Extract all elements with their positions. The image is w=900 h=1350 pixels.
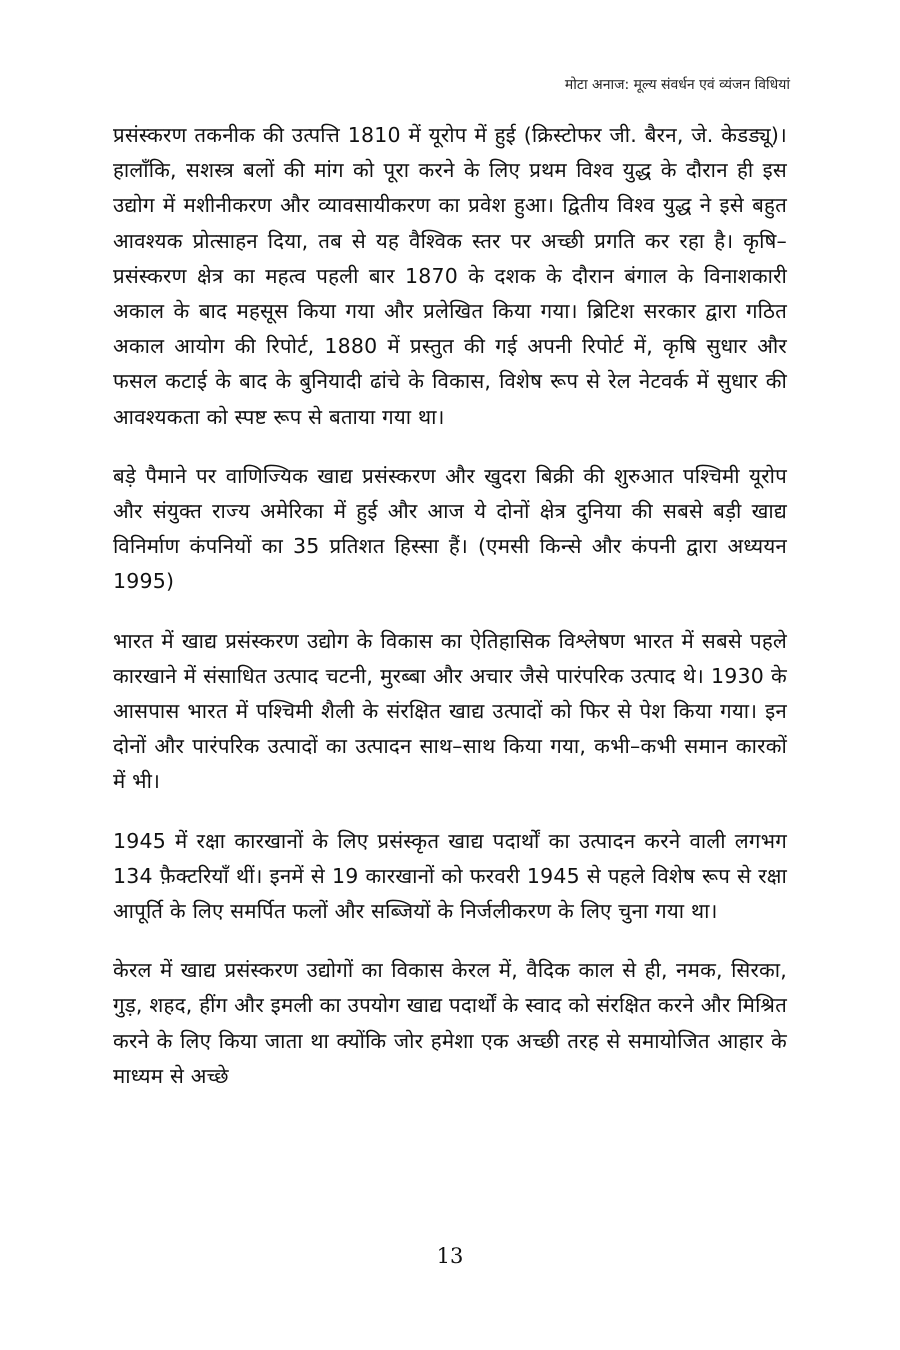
page-number: 13 xyxy=(436,1244,464,1268)
paragraph-kerala-development: केरल में खाद्य प्रसंस्करण उद्योगों का विकास केरल में, वैदिक काल से ही, नमक, सिरका, गुड़, शहद, हींग और इमली का उपयोग खाद्य पदार्थों के स्वाद को संरक्षित करने और मिश्रित करने के लिए किया जाता था क्योंकि जोर हमेशा एक अच्छी तरह से समायोजित आहार के माध्यम से अच्छे xyxy=(113,958,787,1088)
running-header: मोटा अनाज: मूल्य संवर्धन एवं व्यंजन विधियां xyxy=(564,77,790,93)
paragraph-defence-factories: 1945 में रक्षा कारखानों के लिए प्रसंस्कृत खाद्य पदार्थों का उत्पादन करने वाली लगभग 134 फ़ैक्टरियाँ थीं। इनमें से 19 कारखानों को फरवरी 1945 से पहले विशेष रूप से रक्षा आपूर्ति के लिए समर्पित फलों और सब्जियों के निर्जलीकरण के लिए चुना गया था। xyxy=(113,828,787,924)
paragraph-india-history: भारत में खाद्य प्रसंस्करण उद्योग के विकास का ऐतिहासिक विश्लेषण भारत में सबसे पहले कारखाने में संसाधित उत्पाद चटनी, मुरब्बा और अचार जैसे पारंपरिक उत्पाद थे। 1930 के आसपास भारत में पश्चिमी शैली के संरक्षित खाद्य उत्पादों को फिर से पेश किया गया। इन दोनों और पारंपरिक उत्पादों का उत्पादन साथ–साथ किया गया, कभी–कभी समान कारकों में भी। xyxy=(113,628,787,794)
paragraph-food-processing-origin: प्रसंस्करण तकनीक की उत्पत्ति 1810 में यूरोप में हुई (क्रिस्टोफर जी. बैरन, जे. केडड्यू)। हालाँकि, सशस्त्र बलों की मांग को पूरा करने के लिए प्रथम विश्व युद्ध के दौरान ही इस उद्योग में मशीनीकरण और व्यावसायीकरण का प्रवेश हुआ। द्वितीय विश्व युद्ध ने इसे बहुत आवश्यक प्रोत्साहन दिया, तब से यह वैश्विक स्तर पर अच्छी प्रगति कर रहा है। कृषि–प्रसंस्करण क्षेत्र का महत्व पहली बार 1870 के दशक के दौरान बंगाल के विनाशकारी अकाल के बाद महसूस किया गया और प्रलेखित किया गया। ब्रिटिश सरकार द्वारा गठित अकाल आयोग की रिपोर्ट, 1880 में प्रस्तुत की गई अपनी रिपोर्ट में, कृषि सुधार और फसल कटाई के बाद के बुनियादी ढांचे के विकास, विशेष रूप से रेल नेटवर्क में सुधार की आवश्यकता को स्पष्ट रूप से बताया गया था। xyxy=(113,123,787,429)
body-text xyxy=(113,118,787,1118)
paragraph-commercial-processing: बड़े पैमाने पर वाणिज्यिक खाद्य प्रसंस्करण और खुदरा बिक्री की शुरुआत पश्चिमी यूरोप और संयुक्त राज्य अमेरिका में हुई और आज ये दोनों क्षेत्र दुनिया की सबसे बड़ी खाद्य विनिर्माण कंपनियों का 35 प्रतिशत हिस्सा हैं। (एमसी किन्से और कंपनी द्वारा अध्ययन 1995) xyxy=(113,463,787,594)
